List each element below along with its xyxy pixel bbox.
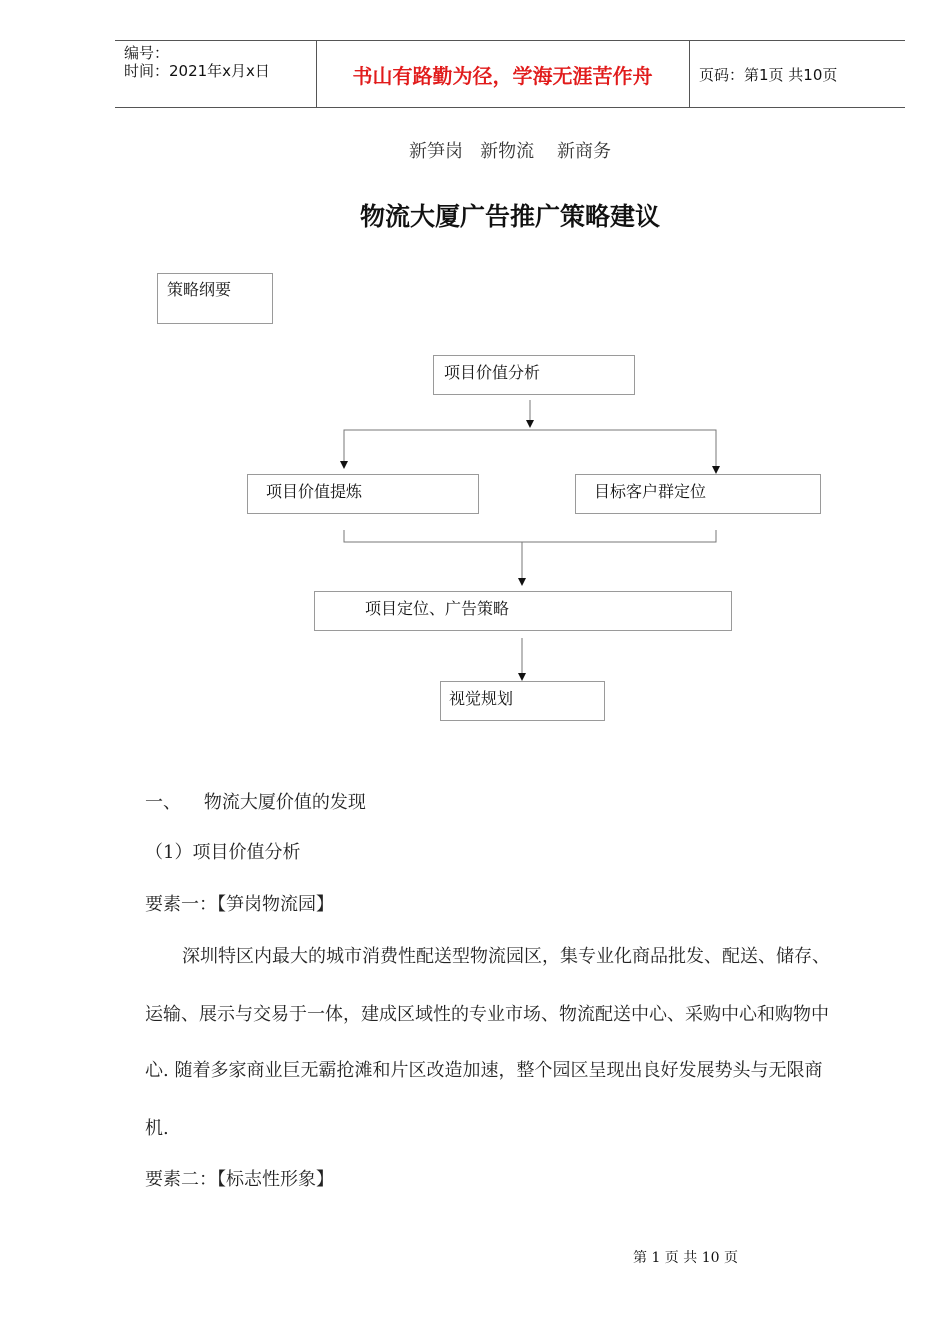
node-project-value-refine: 项目价值提炼 [247,474,479,514]
element-heading-2: 要素二：【标志性形象】 [145,1169,334,1190]
document-date-label: 时间：2021年x月x日 [124,62,270,80]
strategy-outline-box: 策略纲要 [157,273,273,324]
node-positioning-strategy: 项目定位、广告策略 [314,591,732,631]
section-heading-1: 一、 物流大厦价值的发现 [145,792,366,813]
branch-connector [344,430,716,469]
header-motto: 书山有路勤为径，学海无涯苦作舟 [352,64,653,88]
document-number-label: 编号： [124,44,170,62]
paragraph-line: 运输、展示与交易于一体，建成区域性的专业市场、物流配送中心、采购中心和购物中 [145,1004,829,1025]
node-project-value-analysis: 项目价值分析 [433,355,635,395]
document-title: 物流大厦广告推广策略建议 [359,202,660,231]
subsection-heading-1: （1）项目价值分析 [145,842,301,863]
page-footer: 第 1 页 共 10 页 [633,1250,738,1266]
paragraph-line: 深圳特区内最大的城市消费性配送型物流园区，集专业化商品批发、配送、储存、 [182,946,830,967]
header-page-number: 页码：第1页 共10页 [699,66,838,84]
paragraph-line: 机. [145,1118,169,1139]
document-subtitle: 新笋岗 新物流 新商务 [408,141,612,162]
node-visual-planning: 视觉规划 [440,681,605,721]
element-heading-1: 要素一：【笋岗物流园】 [145,894,334,915]
paragraph-line: 心. 随着多家商业巨无霸抢滩和片区改造加速，整个园区呈现出良好发展势头与无限商 [145,1060,823,1081]
merge-connector [344,530,716,542]
node-target-customer: 目标客户群定位 [575,474,821,514]
